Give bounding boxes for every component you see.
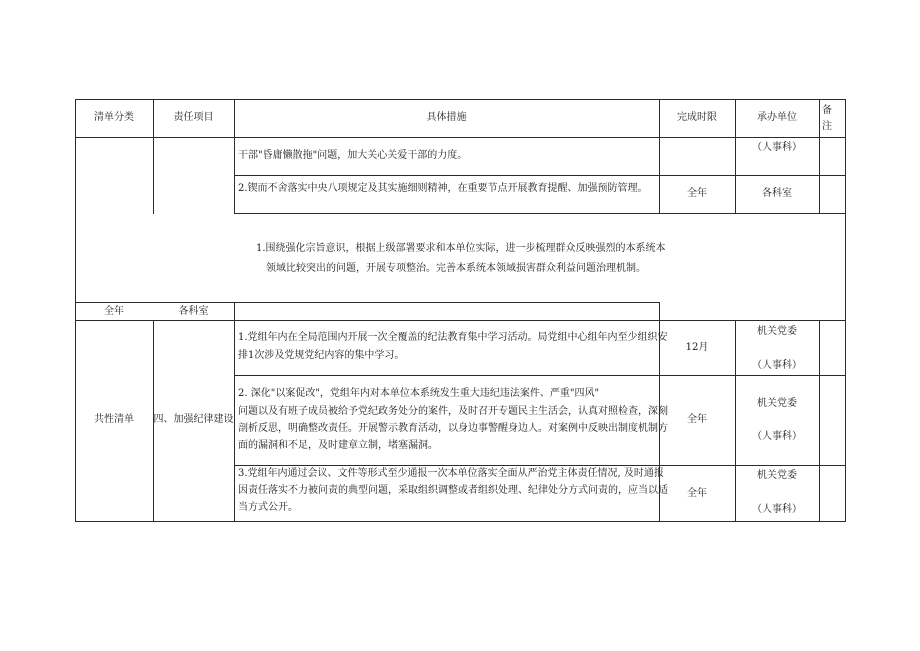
row1-measure: 干部"昏庸懒散拖"问题，加大关心关爱干部的力度。 (238, 150, 468, 161)
group-m3-line-2: 因责任落实不力被问责的典型问题，采取组织调整或者组织处理、纪律处分方式问责的，应当以适 (238, 485, 668, 496)
group-m2-line-1: 2. 深化"以案促改"，党组年内对本单位本系统发生重大违纪违法案件、严重"四风" (238, 388, 600, 399)
group-m1-line-1: 1.党组年内在全局范围内开展一次全覆盖的纪法教育集中学习活动。局党组中心组年内至少组织安 (238, 332, 668, 343)
rule-right (845, 99, 846, 522)
group-m3-unit-2: （人事科） (752, 504, 802, 515)
header-measures: 具体措施 (426, 112, 467, 123)
group-category: 共性清单 (94, 414, 134, 425)
group-m1-deadline: 12月 (685, 342, 709, 353)
group-m3-line-1: 3.党组年内通过会议、文件等形式至少通报一次本单位落实全面从严治党主体责任情况, 及时通报 (238, 468, 664, 479)
header-deadline: 完成时限 (677, 112, 717, 123)
group-m3-unit-1: 机关党委 (757, 470, 797, 481)
group-m2-deadline: 全年 (687, 414, 707, 425)
rule-row2-bottom (234, 213, 845, 214)
group-m2-line-3: 剖析反思，明确整改责任。开展警示教育活动，以身边事警醒身边人。对案例中反映出制度机制方 (238, 423, 668, 434)
group-item: 四、加强纪律建设 (153, 414, 234, 425)
rule-row3-bottom (75, 302, 659, 303)
rule-col5-lower (819, 320, 820, 522)
row2-deadline: 全年 (687, 188, 707, 199)
group-m2-line-4: 面的漏洞和不足，及时建章立制，堵塞漏洞。 (238, 440, 438, 451)
group-m2-unit-1: 机关党委 (757, 398, 797, 409)
header-remark-1: 备 (822, 105, 832, 116)
row2-measure: 2.锲而不舍落实中央八项规定及其实施细则精神，在重要节点开展教育提醒、加强预防管理。 (238, 183, 648, 194)
row3-unit: 各科室 (178, 306, 209, 317)
rule-col5 (819, 99, 820, 214)
rule-group-r1-bottom (234, 375, 845, 376)
rule-row1-bottom (234, 175, 845, 176)
rule-bottom (75, 521, 845, 522)
rule-col4-lower (735, 320, 736, 522)
row1-unit: （人事科） (752, 142, 802, 153)
header-category: 清单分类 (94, 112, 134, 123)
group-m3-line-3: 当方式公开。 (238, 502, 298, 513)
rule-col2-mid (234, 302, 235, 522)
row3-deadline: 全年 (104, 306, 124, 317)
rule-header-bottom (75, 137, 845, 138)
group-m1-unit-2: （人事科） (752, 360, 802, 371)
group-m3-deadline: 全年 (687, 488, 707, 499)
header-item: 责任项目 (173, 112, 214, 123)
row3-measure-line-2: 领域比较突出的问题，开展专项整治。完善本系统本领域损害群众利益问题治理机制。 (266, 263, 646, 274)
group-m1-line-2: 排1次涉及党规党纪内容的集中学习。 (238, 350, 405, 361)
group-m2-line-2: 问题以及有班子成员被给予党纪政务处分的案件，及时召开专题民主生活会，认真对照检查，深刻 (238, 406, 668, 417)
rule-row4-bottom (75, 320, 845, 321)
group-m2-unit-2: （人事科） (752, 431, 802, 442)
row3-measure-line-1: 1.围绕强化宗旨意识，根据上级部署要求和本单位实际，进一步梳理群众反映强烈的本系统本 (256, 243, 666, 254)
header-remark-2: 注 (822, 121, 832, 132)
group-m1-unit-1: 机关党委 (757, 326, 797, 337)
header-unit: 承办单位 (757, 112, 797, 123)
rule-top (75, 99, 845, 100)
row2-unit: 各科室 (762, 188, 792, 199)
